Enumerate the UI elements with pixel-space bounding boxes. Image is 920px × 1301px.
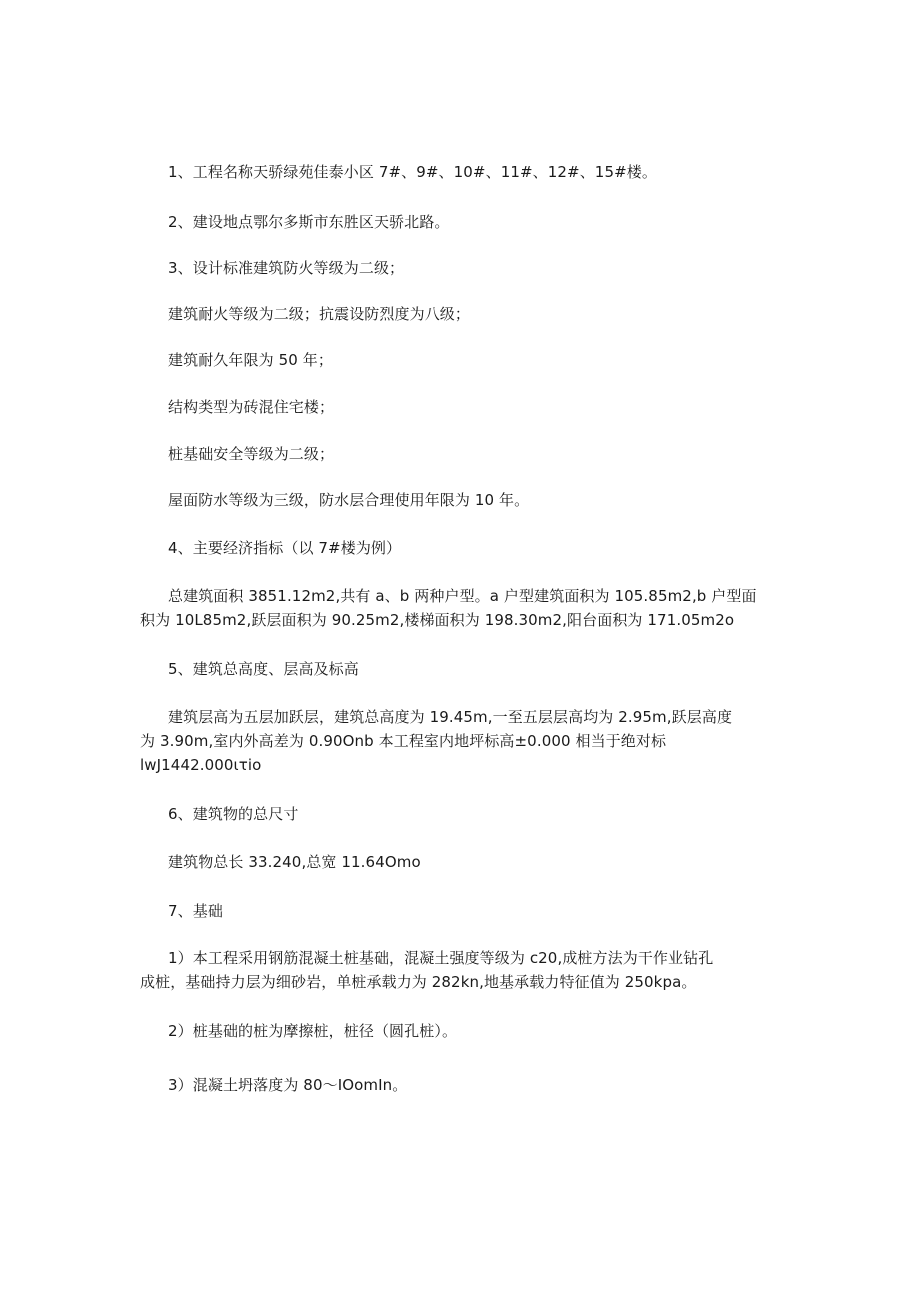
item-7-foundation: 7、基础 [168, 902, 223, 920]
height-paragraph-line-3: lwJ1442.000ιτio [140, 756, 262, 774]
item-3-design-standard: 3、设计标准建筑防火等级为二级； [168, 259, 405, 277]
dimensions-line: 建筑物总长 33.240,总宽 11.64Omo [168, 853, 421, 871]
roof-waterproof-line: 屋面防水等级为三级，防水层合理使用年限为 10 年。 [168, 491, 530, 509]
item-5-height-elevation: 5、建筑总高度、层高及标高 [168, 660, 359, 678]
foundation-paragraph-line-1: 1）本工程采用钢筋混凝土桩基础，混凝土强度等级为 c20,成桩方法为干作业钻孔 [168, 949, 714, 967]
area-paragraph-line-1: 总建筑面积 3851.12m2,共有 a、b 两种户型。a 户型建筑面积为 105.85m2,b 户型面 [168, 587, 757, 605]
item-4-economic-indicators: 4、主要经济指标（以 7#楼为例） [168, 539, 402, 557]
durability-line: 建筑耐久年限为 50 年； [168, 351, 333, 369]
item-1-project-name: 1、工程名称天骄绿苑佳泰小区 7#、9#、10#、11#、12#、15#楼。 [168, 163, 657, 181]
item-6-overall-dimensions: 6、建筑物的总尺寸 [168, 805, 299, 823]
height-paragraph-line-1: 建筑层高为五层加跃层，建筑总高度为 19.45m,一至五层层高均为 2.95m,跃层高度 [168, 708, 733, 726]
item-2-site-location: 2、建设地点鄂尔多斯市东胜区天骄北路。 [168, 213, 450, 231]
foundation-paragraph-line-2: 成桩，基础持力层为细砂岩，单桩承载力为 282kn,地基承载力特征值为 250kpa。 [140, 973, 697, 991]
fire-resistance-line: 建筑耐火等级为二级；抗震设防烈度为八级； [168, 305, 471, 323]
pile-safety-line: 桩基础安全等级为二级； [168, 445, 335, 463]
height-paragraph-line-2: 为 3.90m,室内外高差为 0.90Onb 本工程室内地坪标高±0.000 相当于绝对标 [140, 732, 667, 750]
structure-type-line: 结构类型为砖混住宅楼； [168, 398, 335, 416]
pile-type-line: 2）桩基础的桩为摩擦桩，桩径（圆孔桩）。 [168, 1022, 458, 1040]
area-paragraph-line-2: 积为 10L85m2,跃层面积为 90.25m2,楼梯面积为 198.30m2,阳台面积为 171.05m2o [140, 611, 735, 629]
concrete-slump-line: 3）混凝土坍落度为 80～IOomIn。 [168, 1076, 408, 1094]
